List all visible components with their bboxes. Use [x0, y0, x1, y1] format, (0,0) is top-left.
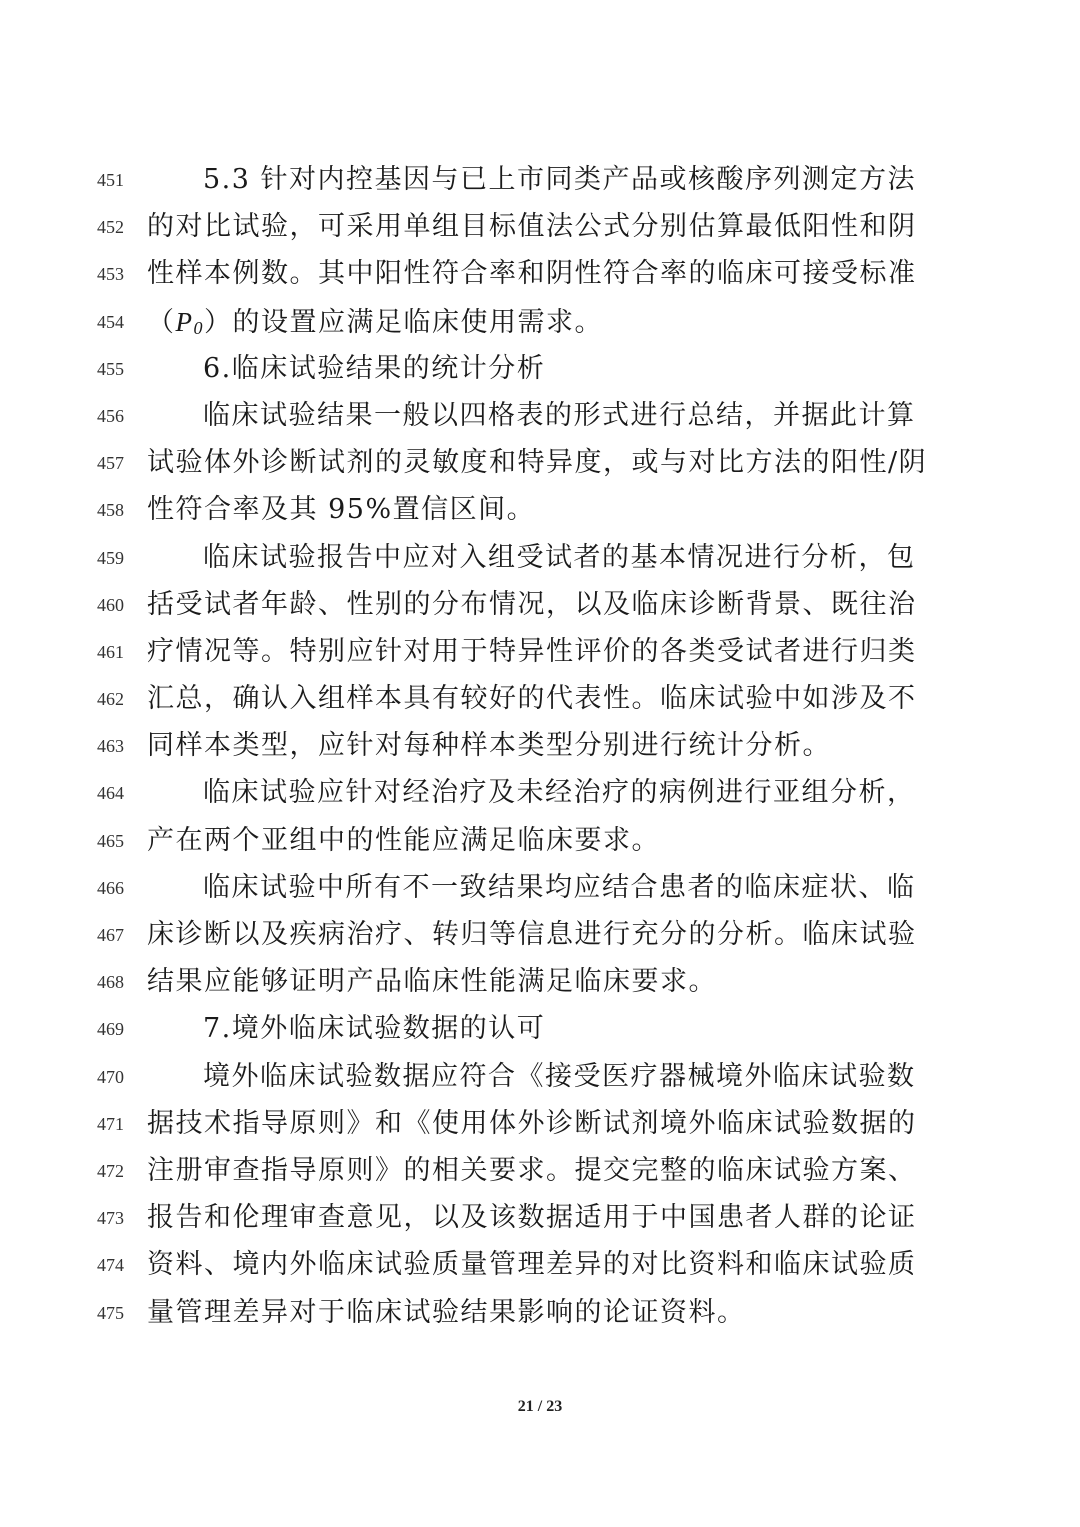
text-line: [0, 252, 1080, 299]
text-line: [0, 441, 1080, 488]
line-number: 471: [97, 1113, 124, 1134]
line-text: 同样本类型，应针对每种样本类型分别进行统计分析。: [147, 730, 831, 762]
line-text-rest: ）的设置应满足临床使用需求。: [204, 306, 603, 338]
open-paren: （: [147, 306, 176, 338]
text-line: [0, 536, 1080, 583]
p-subscript: 0: [193, 317, 204, 338]
line-text: 的对比试验，可采用单组目标值法公式分别估算最低阳性和阴: [147, 211, 917, 243]
line-text: 资料、境内外临床试验质量管理差异的对比资料和临床试验质: [147, 1249, 917, 1281]
text-line: [0, 960, 1080, 1007]
line-number: 466: [97, 877, 124, 898]
line-number: 458: [97, 500, 124, 521]
text-line: [0, 394, 1080, 441]
line-number: 469: [97, 1019, 124, 1040]
line-number: 473: [97, 1208, 124, 1229]
line-text: 5.3 针对内控基因与已上市同类产品或核酸序列测定方法: [203, 164, 917, 195]
text-line: [0, 771, 1080, 818]
text-line: [0, 913, 1080, 960]
text-line: [0, 866, 1080, 913]
line-text: [147, 302, 937, 348]
text-line: [0, 1291, 1080, 1338]
line-number: 470: [97, 1066, 124, 1087]
text-line: [0, 1007, 1080, 1054]
text-line: [0, 1243, 1080, 1290]
text-line: [0, 347, 1080, 394]
line-number: 460: [97, 594, 124, 615]
section-heading: 7.境外临床试验数据的认可: [203, 1013, 546, 1045]
line-number: 456: [97, 405, 124, 426]
line-number: 459: [97, 547, 124, 568]
line-number: 452: [97, 217, 124, 238]
line-number: 468: [97, 972, 124, 993]
line-text: 临床试验结果一般以四格表的形式进行总结，并据此计算: [203, 399, 916, 431]
line-number: 472: [97, 1160, 124, 1181]
line-text: 结果应能够证明产品临床性能满足临床要求。: [147, 966, 717, 998]
line-number: 455: [97, 358, 124, 379]
text-line: [0, 1149, 1080, 1196]
text-line: [0, 300, 1080, 347]
p-symbol: P: [175, 306, 194, 337]
text-line: [0, 1196, 1080, 1243]
line-number: 474: [97, 1255, 124, 1276]
text-line: [0, 1055, 1080, 1102]
text-line: [0, 1102, 1080, 1149]
text-line: [0, 488, 1080, 535]
line-text: 报告和伦理审查意见，以及该数据适用于中国患者人群的论证: [147, 1202, 917, 1234]
line-number: 462: [97, 689, 124, 710]
line-number: 457: [97, 453, 124, 474]
line-text: 试验体外诊断试剂的灵敏度和特异度，或与对比方法的阳性/阴: [147, 447, 928, 479]
text-line: [0, 205, 1080, 252]
document-body: [0, 158, 1080, 1338]
line-text: 性符合率及其 95%置信区间。: [147, 494, 536, 526]
line-number: 454: [97, 311, 124, 332]
line-number: 464: [97, 783, 124, 804]
line-text: 括受试者年龄、性别的分布情况，以及临床诊断背景、既往治: [147, 588, 917, 620]
line-text: 汇总，确认入组样本具有较好的代表性。临床试验中如涉及不: [147, 683, 917, 715]
line-text: 境外临床试验数据应符合《接受医疗器械境外临床试验数: [203, 1060, 916, 1092]
line-text: 据技术指导原则》和《使用体外诊断试剂境外临床试验数据的: [147, 1107, 917, 1139]
line-number: 451: [97, 170, 124, 190]
line-text: 床诊断以及疾病治疗、转归等信息进行充分的分析。临床试验: [147, 919, 917, 950]
section-heading: 6.临床试验结果的统计分析: [203, 352, 546, 384]
line-text: 临床试验应针对经治疗及未经治疗的病例进行亚组分析，: [203, 777, 916, 809]
line-text: 注册审查指导原则》的相关要求。提交完整的临床试验方案、: [147, 1154, 917, 1186]
text-line: [0, 724, 1080, 771]
line-number: 453: [97, 264, 124, 285]
text-line: [0, 583, 1080, 630]
line-text: 性样本例数。其中阳性符合率和阴性符合率的临床可接受标准: [147, 258, 917, 290]
text-line: [0, 677, 1080, 724]
text-line: [0, 158, 1080, 205]
line-text: 临床试验中所有不一致结果均应结合患者的临床症状、临: [203, 871, 916, 903]
line-number: 461: [97, 641, 124, 662]
line-number: 475: [97, 1302, 124, 1323]
text-line: [0, 819, 1080, 866]
line-text: 临床试验报告中应对入组受试者的基本情况进行分析，包: [203, 541, 916, 573]
page-number: 21 / 23: [517, 1398, 563, 1415]
line-number: 463: [97, 736, 124, 757]
line-text: 量管理差异对于临床试验结果影响的论证资料。: [147, 1296, 746, 1328]
line-number: 465: [97, 830, 124, 851]
line-text: 产在两个亚组中的性能应满足临床要求。: [147, 824, 660, 856]
line-text: 疗情况等。特别应针对用于特异性评价的各类受试者进行归类: [147, 635, 917, 667]
text-line: [0, 630, 1080, 677]
line-number: 467: [97, 925, 124, 945]
